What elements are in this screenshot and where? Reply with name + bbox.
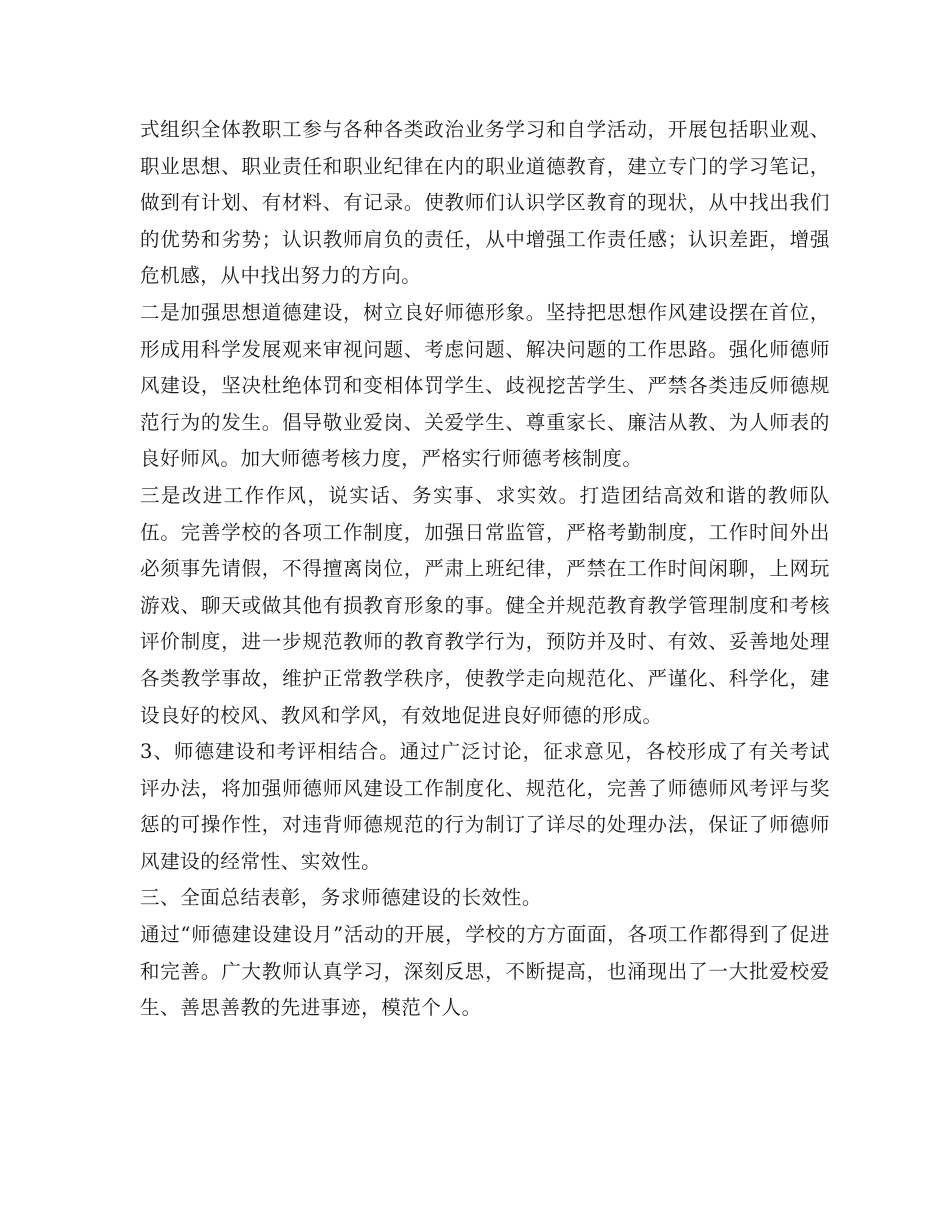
paragraph-study-activities: 式组织全体教职工参与各种各类政治业务学习和自学活动，开展包括职业观、职业思想、职业责任和职业纪律在内的职业道德教育，建立专门的学习笔记，做到有计划、有材料、有记录。使教师们认识学区教育的现状，从中找出我们的优势和劣势；认识教师肩负的责任，从中增强工作责任感；认识差距，增强危机感，从中找出努力的方向。: [140, 118, 830, 288]
paragraph-conclusion: 通过“师德建设建设月”活动的开展，学校的方方面面，各项工作都得到了促进和完善。广大教师认真学习，深刻反思，不断提高，也涌现出了一大批爱校爱生、善思善教的先进事迹，模范个人。: [140, 923, 830, 1020]
paragraph-moral-construction: 二是加强思想道德建设，树立良好师德形象。坚持把思想作风建设摆在首位，形成用科学发展观来审视问题、考虑问题、解决问题的工作思路。强化师德师风建设，坚决杜绝体罚和变相体罚学生、歧视挖苦学生、严禁各类违反师德规范行为的发生。倡导敬业爱岗、关爱学生、尊重家长、廉洁从教、为人师表的良好师风。加大师德考核力度，严格实行师德考核制度。: [140, 300, 830, 471]
document-body: [140, 112, 830, 1027]
paragraph-evaluation: 3、师德建设和考评相结合。通过广泛讨论，征求意见，各校形成了有关考试评办法，将加强师德师风建设工作制度化、规范化，完善了师德师风考评与奖惩的可操作性，对违背师德规范的行为制订了详尽的处理办法，保证了师德师风建设的经常性、实效性。: [140, 740, 830, 873]
paragraph-work-style: 三是改进工作作风，说实话、务实事、求实效。打造团结高效和谐的教师队伍。完善学校的各项工作制度，加强日常监管，严格考勤制度，工作时间外出必须事先请假，不得擅离岗位，严肃上班纪律，严禁在工作时间闲聊，上网玩游戏、聊天或做其他有损教育形象的事。健全并规范教育教学管理制度和考核评价制度，进一步规范教师的教育教学行为，预防并及时、有效、妥善地处理各类教学事故，维护正常教学秩序，使教学走向规范化、严谨化、科学化，建设良好的校风、教风和学风，有效地促进良好师德的形成。: [140, 483, 830, 727]
section-heading-summary: 三、全面总结表彰，务求师德建设的长效性。: [140, 886, 543, 910]
